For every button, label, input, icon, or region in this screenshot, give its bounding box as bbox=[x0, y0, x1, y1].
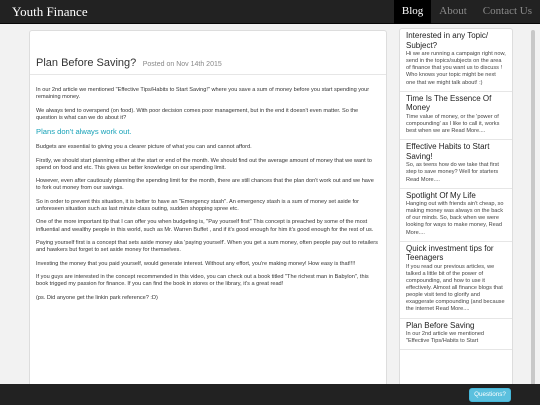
sidebar-post-excerpt: If you read our previous articles, we talked a little bit of the power of compounding, and how to use it effectively. Almost all finance blogs that people visit tend to glorify and exaggerate compounding (and because the internet Read More.... bbox=[406, 263, 505, 313]
sidebar-post[interactable] bbox=[400, 189, 512, 242]
recent-posts-sidebar bbox=[399, 28, 513, 405]
sidebar-post[interactable] bbox=[400, 319, 512, 351]
post-paragraph: Firstly, we should start planning either at the start or end of the month. We should find out the average amount of money that we want to spend on food and etc. This gives us better knowledge on our spending limit. bbox=[36, 157, 372, 171]
sidebar-post[interactable] bbox=[400, 92, 512, 140]
page-scrollbar[interactable] bbox=[531, 30, 535, 402]
nav-contact-us[interactable]: Contact Us bbox=[482, 5, 532, 17]
post-header bbox=[30, 31, 386, 75]
sidebar-post-title[interactable]: Interested in any Topic/ Subject? bbox=[406, 31, 489, 50]
post-paragraph: Paying yourself first is a concept that sets aside money aka 'paying yourself'. When you get a sum money, often people pay out to retailers and hawkers but forget to set aside money for themselves. bbox=[36, 239, 378, 254]
sidebar-post-excerpt: Hanging out with friends ain't cheap, so making money was always on the back of our minds. So, back when we were looking for ways to make money, Read More.... bbox=[406, 201, 504, 236]
sidebar-post[interactable] bbox=[400, 242, 512, 319]
post-paragraph: One of the more important tip that I can offer you when budgeting is, "Pay yourself first" This concept is preached by some of the most influential and wealthy people in this world, such as Mr. Warren Buffet , and if it's good enough for him it's good enough for the rest of us. bbox=[36, 219, 374, 233]
questions-button[interactable]: Questions? bbox=[469, 388, 511, 402]
post-date: Posted on Nov 14th 2015 bbox=[142, 61, 222, 68]
sidebar-post-title[interactable]: Spotlight Of My Life bbox=[406, 190, 476, 200]
sidebar-post-title[interactable]: Quick investment tips for Teenagers bbox=[406, 243, 494, 263]
nav-about[interactable]: About bbox=[439, 5, 467, 17]
sidebar-post[interactable] bbox=[400, 140, 512, 188]
sidebar-post-excerpt: Time value of money, or the 'power of compounding' as I like to call it, works best when we are Read More.... bbox=[406, 113, 500, 135]
post-title: Plan Before Saving? bbox=[36, 57, 137, 69]
sidebar-post-title[interactable]: Plan Before Saving bbox=[406, 320, 475, 330]
nav-blog[interactable]: Blog bbox=[394, 0, 431, 24]
post-body bbox=[30, 75, 386, 302]
sidebar-post-title[interactable]: Effective Habits to Start Saving! bbox=[406, 142, 490, 161]
sidebar-post-title[interactable]: Time Is The Essence Of Money bbox=[406, 93, 492, 113]
sidebar-post-excerpt: In our 2nd article we mentioned "Effective Tips/Habits to Start bbox=[406, 331, 485, 345]
nav-links bbox=[394, 0, 540, 24]
post-paragraph: (ps. Did anyone get the linkin park reference? :D) bbox=[36, 294, 158, 301]
navbar bbox=[0, 0, 540, 24]
post-paragraph: So in order to prevent this situation, it is better to have an "Emergency stash". An emergency stash is a sum of money set aside for unforeseen situation such as last minute class outing, sudden shopping spree etc. bbox=[36, 198, 359, 212]
brand-link[interactable]: Youth Finance bbox=[12, 4, 88, 19]
blog-post-panel bbox=[29, 30, 387, 405]
sidebar-post[interactable] bbox=[400, 29, 512, 92]
post-paragraph: However, even after cautiously planning the spending limit for the month, there are still chances that the plan don't work out and we have to fork out money from our savings. bbox=[36, 178, 374, 192]
sidebar-post-excerpt: Hi we are running a campaign right now, send in the topics/subjects on the area of finance that you want us to discuss ! Who knows your topic might be next one that we might talk about! :) bbox=[406, 51, 506, 86]
post-subheading: Plans don't always work out. bbox=[36, 127, 132, 137]
sidebar-post-excerpt: So, as teens how do we take that first step to save money? Well for starters Read More.... bbox=[406, 162, 499, 183]
post-paragraph: Budgets are essential to giving you a clearer picture of what you can and cannot afford. bbox=[36, 144, 252, 151]
post-paragraph: We always tend to overspend (on food). With poor decision comes poor management, but in the end it doesn't even matter. So the question is what can we do about it? bbox=[36, 107, 359, 121]
post-paragraph: Investing the money that you paid yourself, would generate interest. Without any effort, you're making money! How easy is that!!!! bbox=[36, 260, 356, 267]
footer-bar bbox=[0, 384, 540, 405]
post-paragraph: In our 2nd article we mentioned "Effective Tips/Habits to Start Saving!" where you save a sum of money before you start spending your remaining money. bbox=[36, 87, 370, 101]
post-paragraph: If you guys are interested in the concept recommended in this video, you can check out a book titled "The richest man in Babylon", this book trigged my passion for finance. If you can find the book in stores or the library, it's a great read! bbox=[36, 273, 369, 288]
